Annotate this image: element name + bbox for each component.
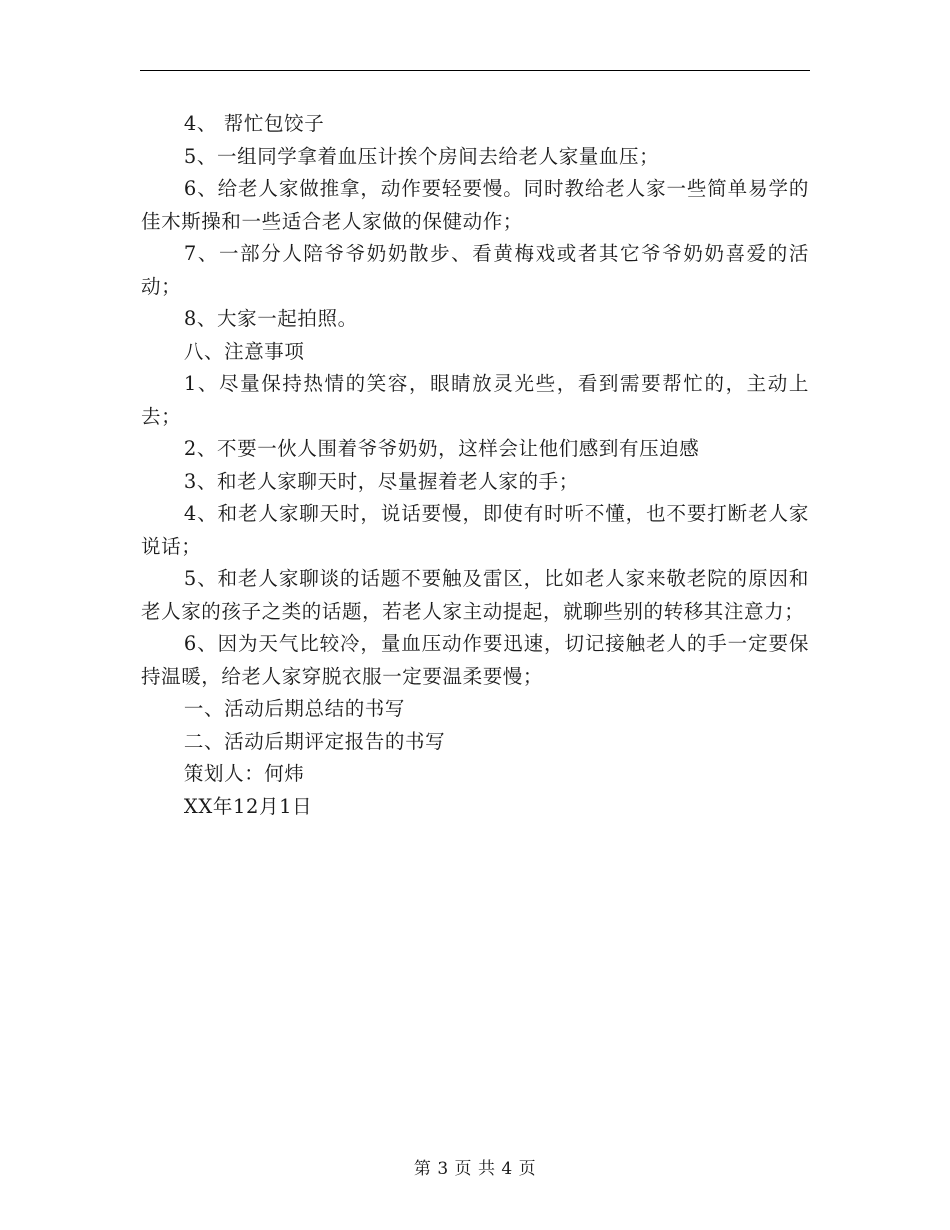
section-heading-notes: 八、注意事项 <box>183 339 305 363</box>
date-line: XX年12月1日 <box>183 794 313 818</box>
paragraph-note-1: 1、尽量保持热情的笑容，眼睛放灵光些，看到需要帮忙的，主动上去； <box>141 372 809 428</box>
header-rule <box>140 70 810 71</box>
paragraph-item-8-photo: 8、大家一起拍照。 <box>183 307 358 330</box>
planner-line: 策划人：何炜 <box>183 762 305 785</box>
paragraph-note-2: 2、不要一伙人围着爷爷奶奶，这样会让他们感到有压迫感 <box>183 437 700 460</box>
paragraph-note-4: 4、和老人家聊天时，说话要慢，即使有时听不懂，也不要打断老人家说话； <box>141 502 809 558</box>
page-number-footer: 第 3 页 共 4 页 <box>413 1159 537 1179</box>
paragraph-note-3: 3、和老人家聊天时，尽量握着老人家的手； <box>183 469 579 493</box>
section-heading-evaluation: 二、活动后期评定报告的书写 <box>183 729 446 753</box>
section-heading-summary: 一、活动后期总结的书写 <box>183 697 405 720</box>
paragraph-note-6: 6、因为天气比较冷，量血压动作要迅速，切记接触老人的手一定要保持温暖，给老人家穿脱衣服一定要温柔要慢； <box>141 632 809 688</box>
document-body <box>141 108 809 823</box>
paragraph-item-4-dumplings: 4、 帮忙包饺子 <box>183 112 325 135</box>
paragraph-item-6-massage: 6、给老人家做推拿，动作要轻要慢。同时教给老人家一些简单易学的佳木斯操和一些适合老人家做的保健动作； <box>141 177 809 233</box>
paragraph-item-5-blood-pressure: 5、一组同学拿着血压计挨个房间去给老人家量血压； <box>183 144 660 168</box>
paragraph-item-7-walk: 7、一部分人陪爷爷奶奶散步、看黄梅戏或者其它爷爷奶奶喜爱的活动； <box>141 242 809 298</box>
paragraph-note-5: 5、和老人家聊谈的话题不要触及雷区，比如老人家来敬老院的原因和老人家的孩子之类的话题，若老人家主动提起，就聊些别的转移其注意力； <box>141 567 809 623</box>
